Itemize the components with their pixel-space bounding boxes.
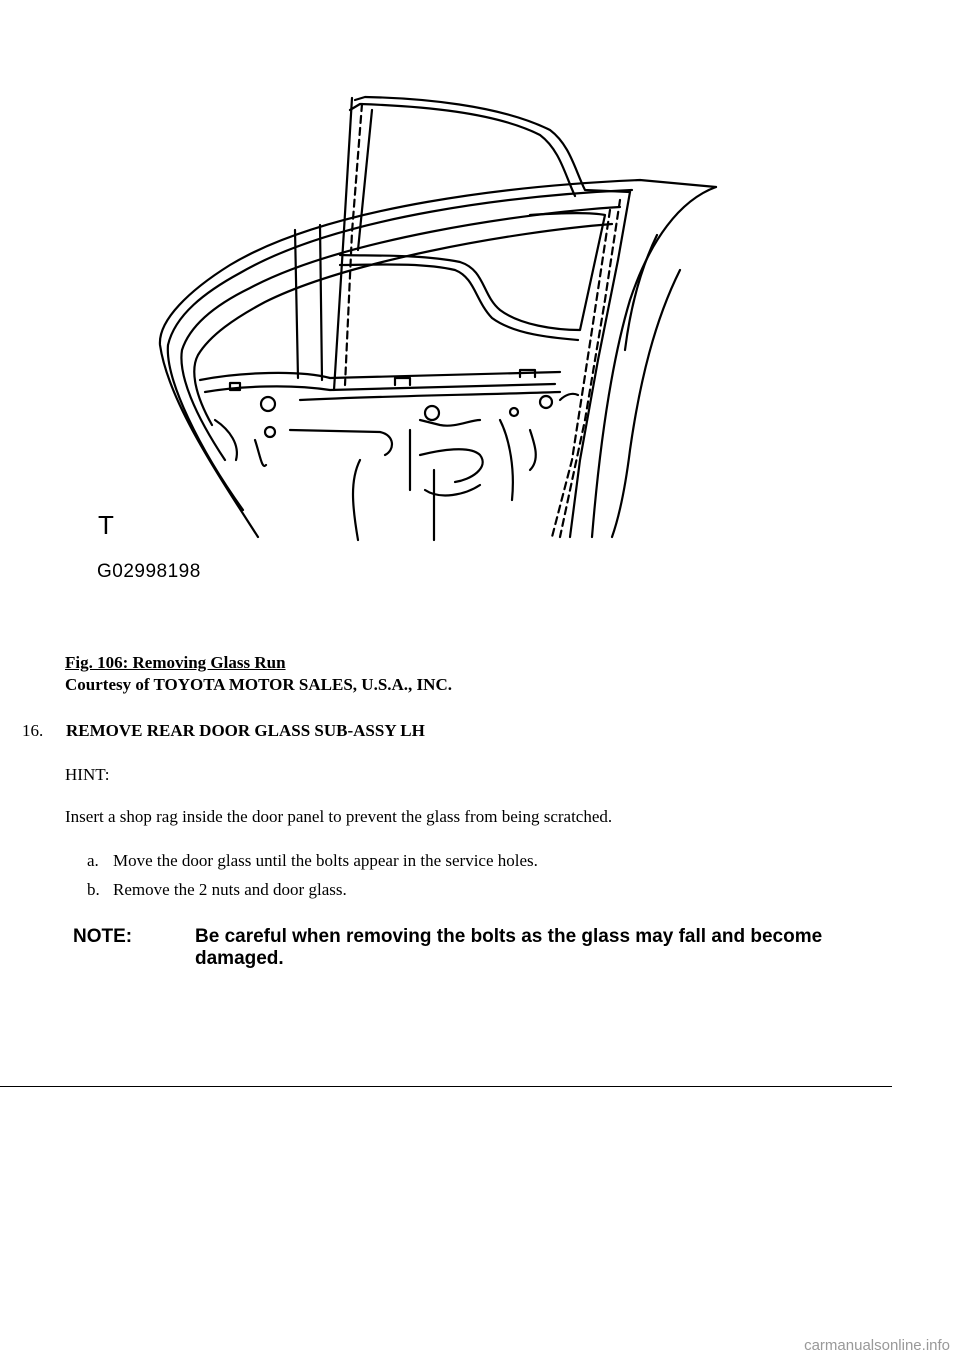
figure-code: G02998198 xyxy=(97,561,201,582)
figure-view-letter: T xyxy=(98,510,114,540)
figure-caption-title[interactable]: Fig. 106: Removing Glass Run xyxy=(65,653,286,672)
substep-text: Remove the 2 nuts and door glass. xyxy=(113,880,347,899)
note-label: NOTE: xyxy=(73,926,133,947)
door-glass-illustration xyxy=(90,85,730,585)
substep-marker: b. xyxy=(87,880,100,899)
step-title: REMOVE REAR DOOR GLASS SUB-ASSY LH xyxy=(66,721,425,740)
figure-caption xyxy=(65,652,452,696)
substep-marker: a. xyxy=(87,851,99,870)
note-text: Be careful when removing the bolts as the glass may fall and become damaged. xyxy=(195,926,823,969)
procedure-step xyxy=(22,720,425,742)
hint-text: Insert a shop rag inside the door panel to prevent the glass from being scratched. xyxy=(65,807,613,826)
figure-caption-credit: Courtesy of TOYOTA MOTOR SALES, U.S.A., INC. xyxy=(65,675,452,694)
substep-b xyxy=(87,879,347,901)
hint-label: HINT: xyxy=(65,765,110,784)
substep-text: Move the door glass until the bolts appear in the service holes. xyxy=(113,851,538,870)
watermark: carmanualsonline.info xyxy=(804,1337,950,1354)
step-number: 16. xyxy=(22,721,44,740)
page-divider xyxy=(0,1086,892,1087)
substep-a xyxy=(87,850,538,872)
